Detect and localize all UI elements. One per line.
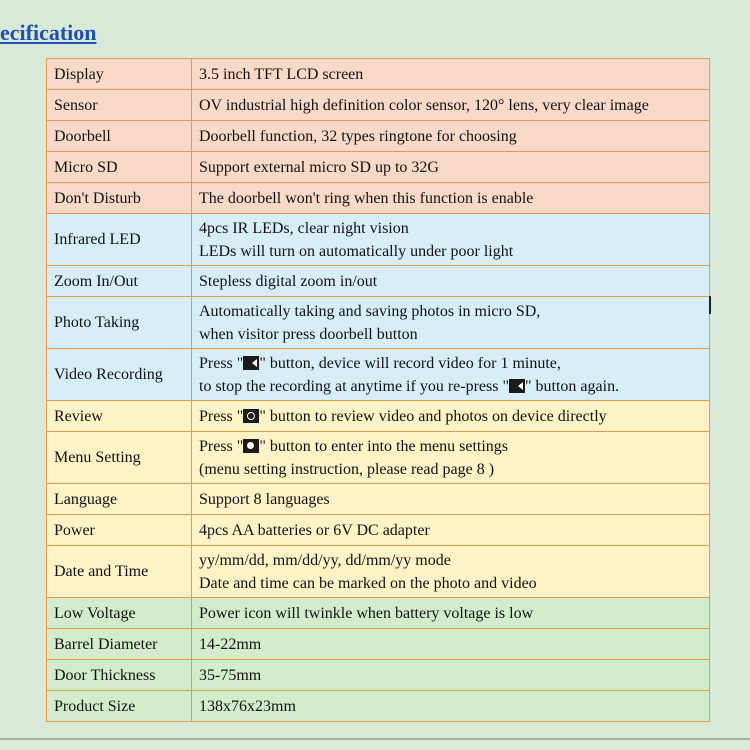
table-row — [47, 59, 710, 90]
row-label: Doorbell — [47, 121, 192, 152]
row-value: 14-22mm — [192, 629, 710, 660]
row-label: Photo Taking — [47, 297, 192, 349]
row-value: 4pcs IR LEDs, clear night vision LEDs will turn on automatically under poor light — [192, 214, 710, 266]
row-label: Language — [47, 484, 192, 515]
row-label: Don't Disturb — [47, 183, 192, 214]
specification-table — [46, 58, 710, 722]
row-label: Product Size — [47, 691, 192, 722]
row-value: Press " " button to review video and photos on device directly — [192, 401, 710, 432]
table-row — [47, 515, 710, 546]
menu-settings-icon — [243, 439, 259, 453]
table-row — [47, 214, 710, 266]
row-value: 138x76x23mm — [192, 691, 710, 722]
table-row — [47, 90, 710, 121]
row-label: Power — [47, 515, 192, 546]
row-label: Micro SD — [47, 152, 192, 183]
row-value: Press " " button to enter into the menu settings (menu setting instruction, please read page 8 ) — [192, 432, 710, 484]
row-label: Display — [47, 59, 192, 90]
row-label: Zoom In/Out — [47, 266, 192, 297]
video-camera-icon — [243, 356, 259, 370]
section-heading: ecification — [0, 20, 97, 45]
row-label: Menu Setting — [47, 432, 192, 484]
divider — [0, 738, 750, 740]
table-row — [47, 152, 710, 183]
table-row — [47, 660, 710, 691]
row-value: Doorbell function, 32 types ringtone for choosing — [192, 121, 710, 152]
table-row — [47, 484, 710, 515]
row-label: Sensor — [47, 90, 192, 121]
table-row — [47, 401, 710, 432]
row-label: Date and Time — [47, 546, 192, 598]
row-label: Door Thickness — [47, 660, 192, 691]
review-icon — [243, 409, 259, 423]
table-row — [47, 266, 710, 297]
table-row — [47, 349, 710, 401]
row-label: Low Voltage — [47, 598, 192, 629]
row-value: The doorbell won't ring when this function is enable — [192, 183, 710, 214]
row-label: Video Recording — [47, 349, 192, 401]
row-value: 3.5 inch TFT LCD screen — [192, 59, 710, 90]
row-value: Stepless digital zoom in/out — [192, 266, 710, 297]
row-value: Support external micro SD up to 32G — [192, 152, 710, 183]
row-value: yy/mm/dd, mm/dd/yy, dd/mm/yy mode Date and time can be marked on the photo and video — [192, 546, 710, 598]
row-label: Barrel Diameter — [47, 629, 192, 660]
table-row — [47, 432, 710, 484]
table-row — [47, 546, 710, 598]
video-camera-icon — [509, 379, 525, 393]
table-row — [47, 297, 710, 349]
row-value: 35-75mm — [192, 660, 710, 691]
row-label: Infrared LED — [47, 214, 192, 266]
row-value: Press " " button, device will record video for 1 minute, to stop the recording at anytime if you re-press " " button again. — [192, 349, 710, 401]
row-value: 4pcs AA batteries or 6V DC adapter — [192, 515, 710, 546]
table-row — [47, 629, 710, 660]
table-row — [47, 121, 710, 152]
table-row — [47, 183, 710, 214]
row-value: Support 8 languages — [192, 484, 710, 515]
text-cursor — [709, 296, 711, 314]
row-value: Power icon will twinkle when battery voltage is low — [192, 598, 710, 629]
row-value: Automatically taking and saving photos in micro SD, when visitor press doorbell button — [192, 297, 710, 349]
table-row — [47, 691, 710, 722]
row-label: Review — [47, 401, 192, 432]
row-value: OV industrial high definition color sensor, 120° lens, very clear image — [192, 90, 710, 121]
table-row — [47, 598, 710, 629]
